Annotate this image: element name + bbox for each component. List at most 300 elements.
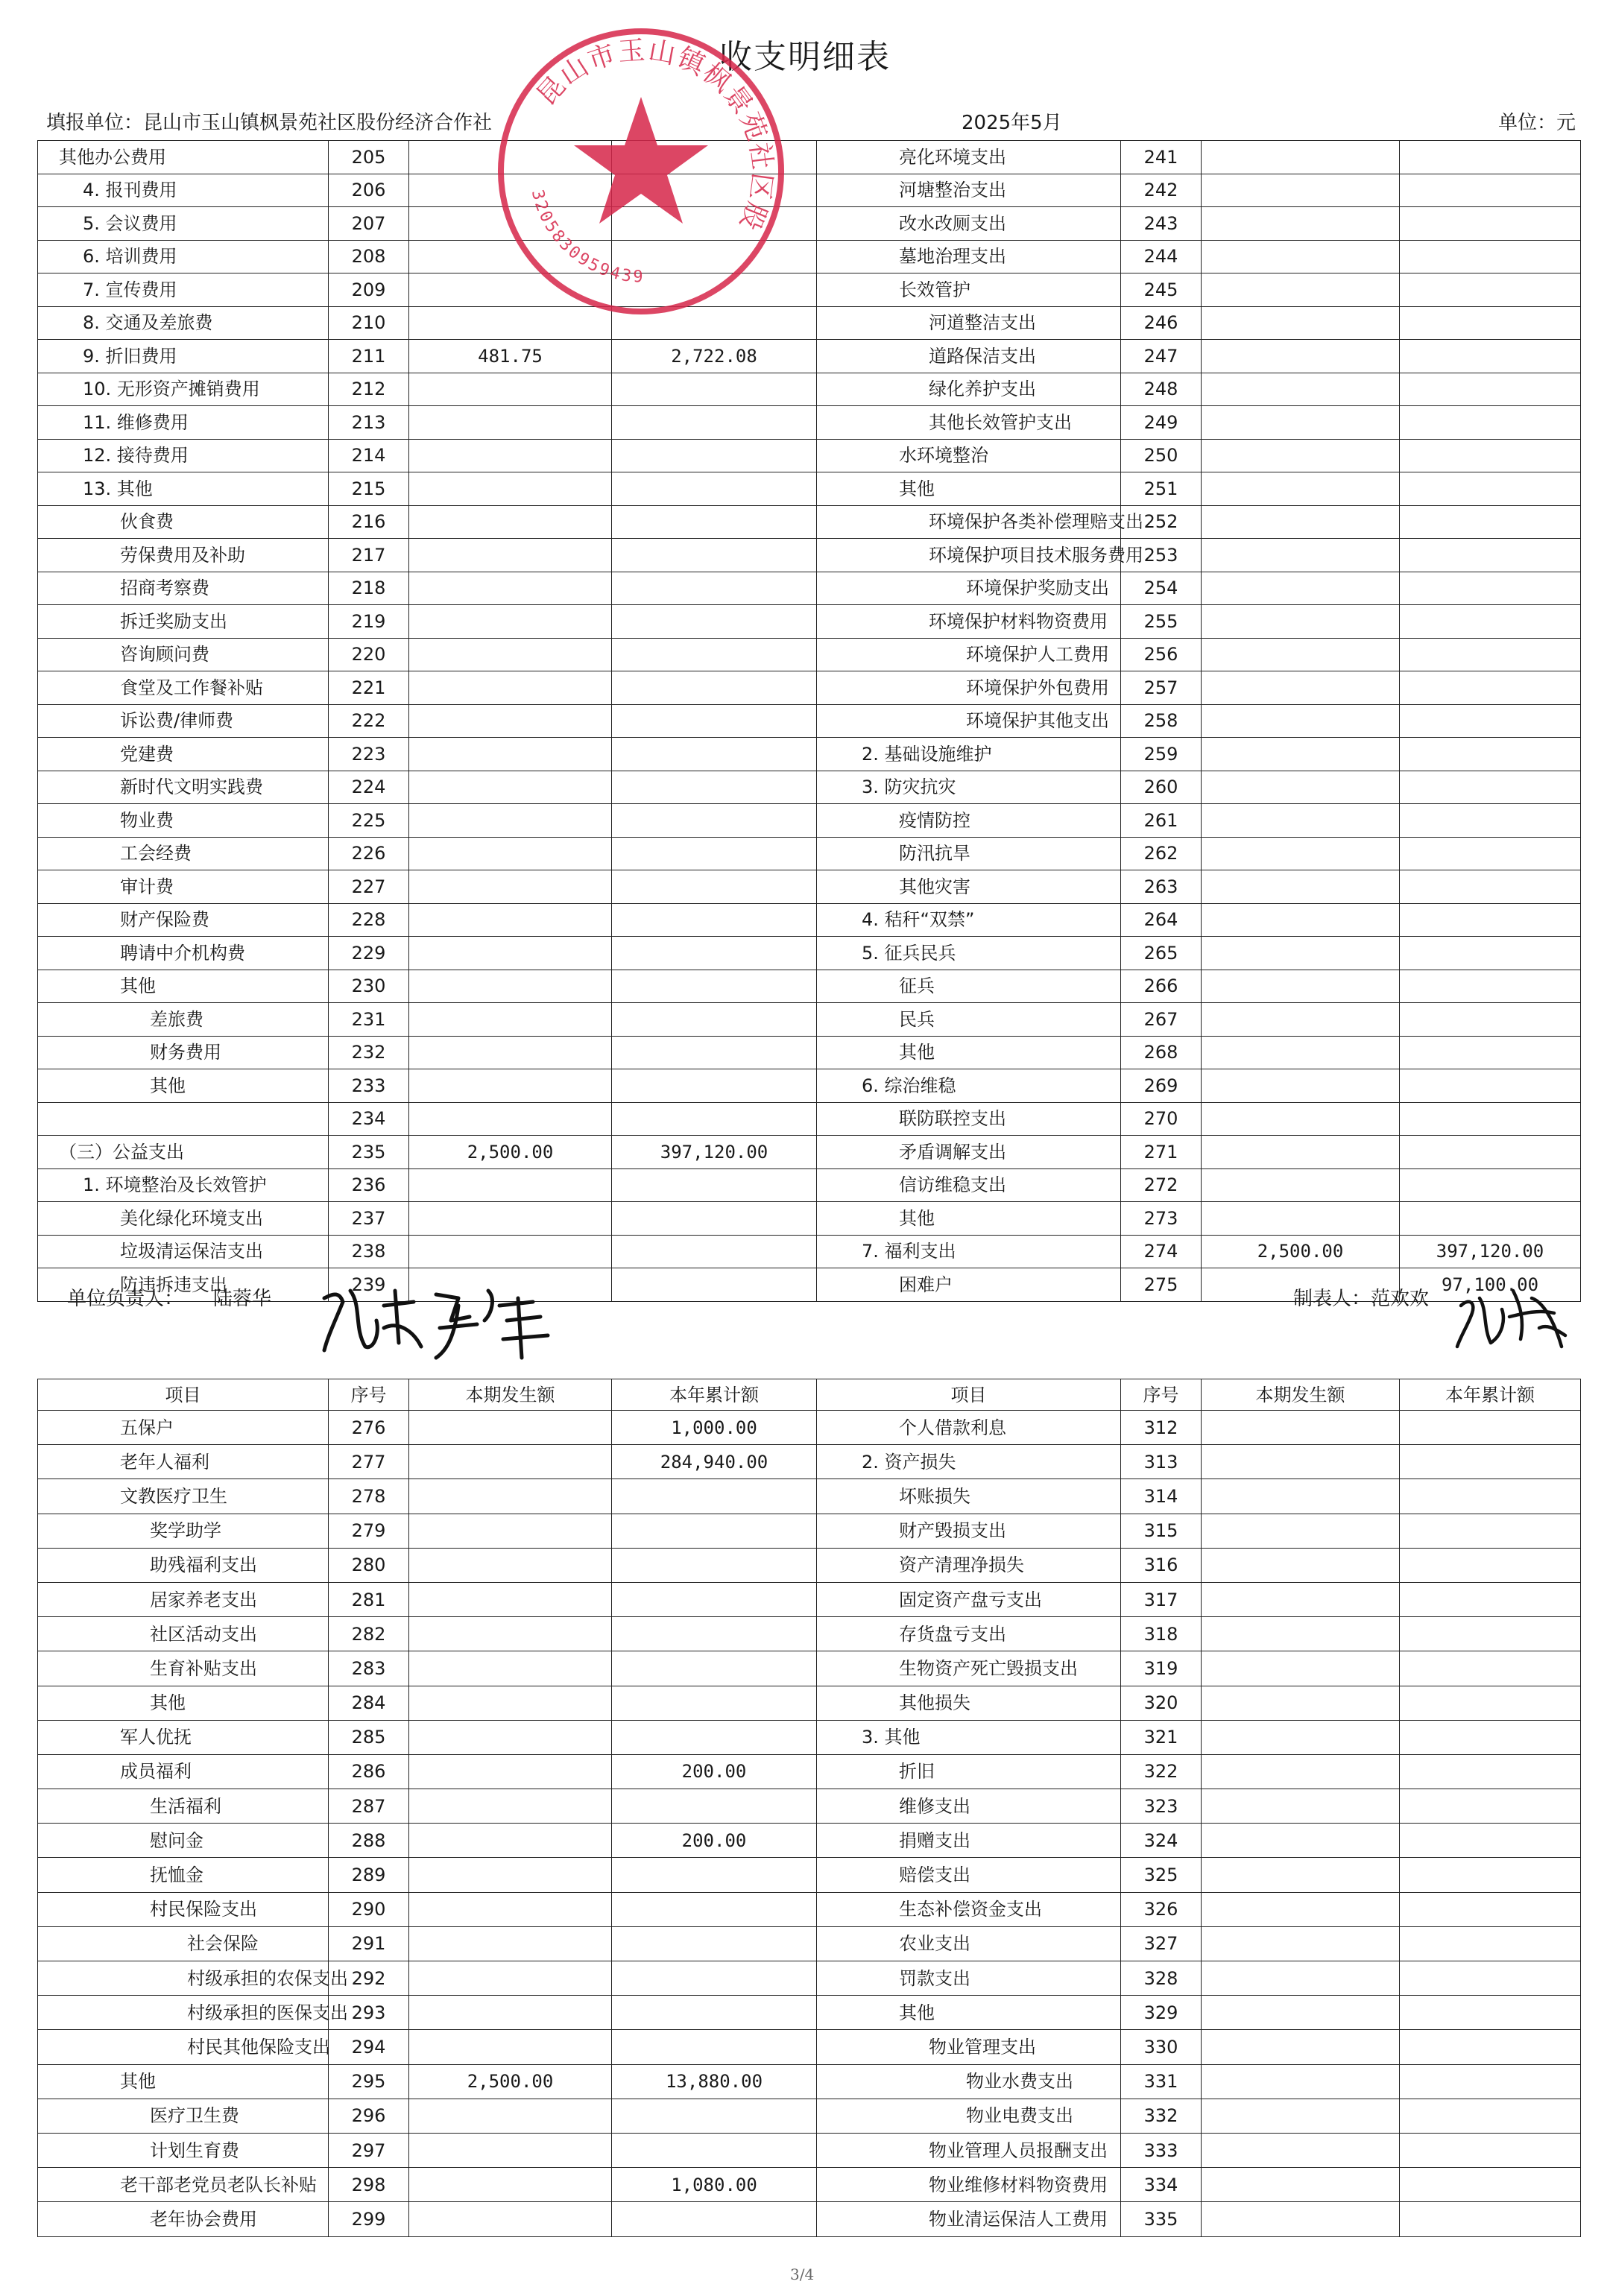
current-amount-left <box>409 1479 612 1514</box>
ytd-amount-right <box>1400 2030 1581 2064</box>
ytd-amount-right <box>1400 1168 1581 1202</box>
ytd-amount-right <box>1400 207 1581 241</box>
table-row <box>38 174 1581 207</box>
ytd-amount-right <box>1400 671 1581 705</box>
item-right: 5. 征兵民兵 <box>817 937 1121 970</box>
col-header: 项目 <box>38 1379 329 1411</box>
current-amount-right <box>1202 1069 1400 1103</box>
preparer-signature <box>1450 1276 1576 1358</box>
item-right: 固定资产盘亏支出 <box>817 1582 1121 1616</box>
table-row <box>38 240 1581 273</box>
seq-left: 294 <box>329 2030 409 2064</box>
item-right: 物业管理支出 <box>817 2030 1121 2064</box>
current-amount-right <box>1202 605 1400 639</box>
ytd-amount-right <box>1400 373 1581 406</box>
seq-right: 313 <box>1121 1445 1202 1479</box>
current-amount-right <box>1202 240 1400 273</box>
ytd-amount-right <box>1400 1617 1581 1651</box>
item-left: 拆迁奖励支出 <box>38 605 329 639</box>
item-left <box>38 1102 329 1136</box>
seq-right: 246 <box>1121 306 1202 340</box>
item-left: 党建费 <box>38 738 329 771</box>
table-row <box>38 539 1581 572</box>
item-left: 居家养老支出 <box>38 1582 329 1616</box>
seq-right: 261 <box>1121 804 1202 838</box>
item-right: 2. 资产损失 <box>817 1445 1121 1479</box>
table-row <box>38 1892 1581 1926</box>
seq-right: 273 <box>1121 1202 1202 1236</box>
current-amount-left <box>409 1858 612 1892</box>
item-left: 4. 报刊费用 <box>38 174 329 207</box>
current-amount-left <box>409 1754 612 1789</box>
item-right: 其他灾害 <box>817 870 1121 904</box>
table-row <box>38 1003 1581 1037</box>
seq-right: 314 <box>1121 1479 1202 1514</box>
ytd-amount-left <box>612 1202 817 1236</box>
seq-right: 331 <box>1121 2064 1202 2099</box>
item-left: 食堂及工作餐补贴 <box>38 671 329 705</box>
ytd-amount-right <box>1400 903 1581 937</box>
current-amount-left <box>409 1926 612 1961</box>
seq-right: 324 <box>1121 1824 1202 1858</box>
seq-left: 277 <box>329 1445 409 1479</box>
seq-left: 231 <box>329 1003 409 1037</box>
item-right: 其他损失 <box>817 1686 1121 1720</box>
ytd-amount-left <box>612 1651 817 1686</box>
current-amount-right <box>1202 1651 1400 1686</box>
ytd-amount-right <box>1400 1892 1581 1926</box>
seq-left: 286 <box>329 1754 409 1789</box>
ytd-amount-left <box>612 704 817 738</box>
report-period: 2025年5月 <box>962 112 1062 134</box>
ytd-amount-right <box>1400 1548 1581 1582</box>
item-right: 环境保护其他支出 <box>817 704 1121 738</box>
item-right: 赔偿支出 <box>817 1858 1121 1892</box>
item-left: 垃圾清运保洁支出 <box>38 1235 329 1268</box>
seq-right: 330 <box>1121 2030 1202 2064</box>
table-row <box>38 671 1581 705</box>
current-amount-right <box>1202 2099 1400 2133</box>
current-amount-left: 2,500.00 <box>409 2064 612 2099</box>
seq-left: 276 <box>329 1411 409 1445</box>
ytd-amount-left <box>612 2099 817 2133</box>
current-amount-left <box>409 2133 612 2167</box>
current-amount-right <box>1202 373 1400 406</box>
current-amount-left <box>409 970 612 1003</box>
table-row <box>38 1514 1581 1548</box>
ytd-amount-left <box>612 605 817 639</box>
current-amount-right <box>1202 1754 1400 1789</box>
seq-left: 292 <box>329 1961 409 1996</box>
ytd-amount-left: 397,120.00 <box>612 1136 817 1169</box>
seq-right: 319 <box>1121 1651 1202 1686</box>
seq-right: 317 <box>1121 1582 1202 1616</box>
preparer-label: 制表人： <box>1293 1288 1371 1310</box>
item-right: 财产毁损支出 <box>817 1514 1121 1548</box>
item-left: 老年协会费用 <box>38 2202 329 2236</box>
seq-left: 288 <box>329 1824 409 1858</box>
seq-right: 245 <box>1121 273 1202 307</box>
seq-right: 274 <box>1121 1235 1202 1268</box>
ytd-amount-left <box>612 638 817 671</box>
current-amount-right <box>1202 1003 1400 1037</box>
ytd-amount-right <box>1400 937 1581 970</box>
seq-right: 332 <box>1121 2099 1202 2133</box>
ytd-amount-left <box>612 439 817 472</box>
current-amount-left <box>409 1202 612 1236</box>
item-right: 3. 其他 <box>817 1720 1121 1754</box>
ytd-amount-left <box>612 1686 817 1720</box>
item-left: 劳保费用及补助 <box>38 539 329 572</box>
item-left: 伙食费 <box>38 505 329 539</box>
item-right: 3. 防灾抗灾 <box>817 771 1121 804</box>
seal-code: 3205830959439 <box>527 188 645 287</box>
table-row <box>38 273 1581 307</box>
seq-left: 208 <box>329 240 409 273</box>
table-row <box>38 1858 1581 1892</box>
current-amount-left <box>409 439 612 472</box>
item-right: 信访维稳支出 <box>817 1168 1121 1202</box>
seq-right: 267 <box>1121 1003 1202 1037</box>
seq-right: 334 <box>1121 2168 1202 2202</box>
seq-left: 299 <box>329 2202 409 2236</box>
seq-left: 278 <box>329 1479 409 1514</box>
seq-left: 220 <box>329 638 409 671</box>
item-left: 11. 维修费用 <box>38 406 329 440</box>
current-amount-right <box>1202 1514 1400 1548</box>
table-row <box>38 2064 1581 2099</box>
ytd-amount-left: 13,880.00 <box>612 2064 817 2099</box>
seq-right: 252 <box>1121 505 1202 539</box>
seq-left: 227 <box>329 870 409 904</box>
ytd-amount-left: 200.00 <box>612 1754 817 1789</box>
ytd-amount-left <box>612 572 817 605</box>
ytd-amount-right <box>1400 572 1581 605</box>
current-amount-left <box>409 1411 612 1445</box>
item-right: 改水改厕支出 <box>817 207 1121 241</box>
item-right: 4. 秸秆“双禁” <box>817 903 1121 937</box>
seq-left: 207 <box>329 207 409 241</box>
col-header: 序号 <box>1121 1379 1202 1411</box>
seq-left: 228 <box>329 903 409 937</box>
item-left: 差旅费 <box>38 1003 329 1037</box>
current-amount-left <box>409 771 612 804</box>
current-amount-right <box>1202 572 1400 605</box>
table-row <box>38 1202 1581 1236</box>
item-left: 奖学助学 <box>38 1514 329 1548</box>
current-amount-right <box>1202 671 1400 705</box>
ytd-amount-left <box>612 1926 817 1961</box>
item-left: 其他办公费用 <box>38 141 329 174</box>
current-amount-right <box>1202 1479 1400 1514</box>
table-row <box>38 340 1581 373</box>
item-right: 6. 综治维稳 <box>817 1069 1121 1103</box>
item-right: 捐赠支出 <box>817 1824 1121 1858</box>
item-left: 12. 接待费用 <box>38 439 329 472</box>
current-amount-left <box>409 738 612 771</box>
ytd-amount-left <box>612 539 817 572</box>
table-row <box>38 1961 1581 1996</box>
current-amount-right <box>1202 174 1400 207</box>
current-amount-left <box>409 804 612 838</box>
current-amount-right <box>1202 1686 1400 1720</box>
ytd-amount-left <box>612 970 817 1003</box>
current-amount-left <box>409 1824 612 1858</box>
responsible-signature <box>309 1276 570 1365</box>
item-left: 诉讼费/律师费 <box>38 704 329 738</box>
current-amount-right <box>1202 1136 1400 1169</box>
current-amount-left <box>409 1720 612 1754</box>
ytd-amount-left <box>612 1235 817 1268</box>
current-amount-right <box>1202 340 1400 373</box>
ytd-amount-left <box>612 472 817 506</box>
seq-left: 223 <box>329 738 409 771</box>
current-amount-right <box>1202 1411 1400 1445</box>
table-row <box>38 2030 1581 2064</box>
item-right: 其他 <box>817 472 1121 506</box>
ytd-amount-right <box>1400 638 1581 671</box>
current-amount-right <box>1202 704 1400 738</box>
current-amount-left <box>409 605 612 639</box>
seq-right: 275 <box>1121 1268 1202 1302</box>
seq-right: 269 <box>1121 1069 1202 1103</box>
seq-left: 291 <box>329 1926 409 1961</box>
table-row <box>38 373 1581 406</box>
item-left: 村民其他保险支出 <box>38 2030 329 2064</box>
item-left: 13. 其他 <box>38 472 329 506</box>
seq-left: 205 <box>329 141 409 174</box>
ytd-amount-left: 1,000.00 <box>612 1411 817 1445</box>
ytd-amount-right <box>1400 306 1581 340</box>
ytd-amount-right <box>1400 1789 1581 1824</box>
current-amount-left <box>409 505 612 539</box>
item-left: 村级承担的医保支出 <box>38 1996 329 2030</box>
seq-left: 216 <box>329 505 409 539</box>
ytd-amount-right: 397,120.00 <box>1400 1235 1581 1268</box>
table-row <box>38 704 1581 738</box>
item-right: 物业管理人员报酬支出 <box>817 2133 1121 2167</box>
ytd-amount-right <box>1400 406 1581 440</box>
seq-right: 248 <box>1121 373 1202 406</box>
item-left: 成员福利 <box>38 1754 329 1789</box>
table-row <box>38 1926 1581 1961</box>
ytd-amount-left <box>612 2202 817 2236</box>
item-right: 生态补偿资金支出 <box>817 1892 1121 1926</box>
current-amount-right <box>1202 1720 1400 1754</box>
ytd-amount-left <box>612 1036 817 1069</box>
table-row <box>38 837 1581 870</box>
seq-right: 315 <box>1121 1514 1202 1548</box>
ytd-amount-left <box>612 1548 817 1582</box>
item-left: 老干部老党员老队长补贴 <box>38 2168 329 2202</box>
item-right: 环境保护材料物资费用 <box>817 605 1121 639</box>
seq-right: 257 <box>1121 671 1202 705</box>
table-row <box>38 1996 1581 2030</box>
ytd-amount-right <box>1400 771 1581 804</box>
col-header: 序号 <box>329 1379 409 1411</box>
current-amount-right <box>1202 1858 1400 1892</box>
current-amount-right <box>1202 306 1400 340</box>
current-amount-left <box>409 1892 612 1926</box>
seq-right: 329 <box>1121 1996 1202 2030</box>
current-amount-right <box>1202 903 1400 937</box>
ytd-amount-right <box>1400 1686 1581 1720</box>
ytd-amount-right <box>1400 174 1581 207</box>
ytd-amount-right <box>1400 1411 1581 1445</box>
table-row <box>38 1102 1581 1136</box>
ytd-amount-right <box>1400 2202 1581 2236</box>
ytd-amount-left <box>612 1268 817 1302</box>
seq-left: 218 <box>329 572 409 605</box>
item-left: 文教医疗卫生 <box>38 1479 329 1514</box>
current-amount-right <box>1202 505 1400 539</box>
ytd-amount-left <box>612 2030 817 2064</box>
table-row <box>38 2202 1581 2236</box>
item-right: 困难户 <box>817 1268 1121 1302</box>
current-amount-right: 2,500.00 <box>1202 1235 1400 1268</box>
table-row <box>38 638 1581 671</box>
current-amount-left <box>409 1003 612 1037</box>
current-amount-right <box>1202 1961 1400 1996</box>
item-left: 美化绿化环境支出 <box>38 1202 329 1236</box>
table-row <box>38 472 1581 506</box>
ytd-amount-left <box>612 937 817 970</box>
current-amount-left <box>409 2030 612 2064</box>
table-row <box>38 1235 1581 1268</box>
item-left: 新时代文明实践费 <box>38 771 329 804</box>
item-right: 资产清理净损失 <box>817 1548 1121 1582</box>
seq-left: 219 <box>329 605 409 639</box>
ytd-amount-left <box>612 1514 817 1548</box>
ytd-amount-right <box>1400 605 1581 639</box>
seq-left: 211 <box>329 340 409 373</box>
item-left: 工会经费 <box>38 837 329 870</box>
seq-left: 281 <box>329 1582 409 1616</box>
ytd-amount-left: 2,722.08 <box>612 340 817 373</box>
item-left: 计划生育费 <box>38 2133 329 2167</box>
table-row <box>38 1789 1581 1824</box>
ytd-amount-left <box>612 1069 817 1103</box>
current-amount-left <box>409 870 612 904</box>
ytd-amount-left <box>612 1582 817 1616</box>
ytd-amount-right <box>1400 2133 1581 2167</box>
preparer-name: 范欢欢 <box>1371 1288 1430 1310</box>
ytd-amount-right <box>1400 2099 1581 2133</box>
ytd-amount-right: 97,100.00 <box>1400 1268 1581 1302</box>
table-row <box>38 1548 1581 1582</box>
ytd-amount-right <box>1400 1996 1581 2030</box>
ytd-amount-right <box>1400 1479 1581 1514</box>
ytd-amount-right <box>1400 1858 1581 1892</box>
seq-right: 327 <box>1121 1926 1202 1961</box>
ytd-amount-left: 284,940.00 <box>612 1445 817 1479</box>
ytd-amount-left <box>612 1858 817 1892</box>
item-right: 疫情防控 <box>817 804 1121 838</box>
ytd-amount-left <box>612 505 817 539</box>
item-right: 农业支出 <box>817 1926 1121 1961</box>
table-row <box>38 937 1581 970</box>
seal-star-icon <box>574 97 708 224</box>
item-right: 矛盾调解支出 <box>817 1136 1121 1169</box>
responsible-person <box>67 1283 271 1311</box>
seq-right: 264 <box>1121 903 1202 937</box>
ytd-amount-right <box>1400 704 1581 738</box>
current-amount-right <box>1202 1202 1400 1236</box>
seq-right: 321 <box>1121 1720 1202 1754</box>
ytd-amount-right <box>1400 1720 1581 1754</box>
col-header: 项目 <box>817 1379 1121 1411</box>
reporting-unit: 填报单位：昆山市玉山镇枫景苑社区股份经济合作社 <box>46 112 493 134</box>
seq-left: 214 <box>329 439 409 472</box>
current-amount-right <box>1202 141 1400 174</box>
item-left: 社区活动支出 <box>38 1617 329 1651</box>
current-amount-right <box>1202 207 1400 241</box>
item-right: 亮化环境支出 <box>817 141 1121 174</box>
item-left: 审计费 <box>38 870 329 904</box>
ytd-amount-left <box>612 1617 817 1651</box>
ytd-amount-right <box>1400 970 1581 1003</box>
seq-left: 234 <box>329 1102 409 1136</box>
item-right: 物业清运保洁人工费用 <box>817 2202 1121 2236</box>
current-amount-right <box>1202 837 1400 870</box>
seq-left: 233 <box>329 1069 409 1103</box>
current-amount-left <box>409 1235 612 1268</box>
table-row <box>38 1651 1581 1686</box>
table-row <box>38 1617 1581 1651</box>
current-amount-left <box>409 638 612 671</box>
current-amount-right <box>1202 439 1400 472</box>
current-amount-right <box>1202 2030 1400 2064</box>
page-number: 3/4 <box>790 2265 815 2283</box>
item-left: 五保户 <box>38 1411 329 1445</box>
item-right: 环境保护各类补偿理赔支出 <box>817 505 1121 539</box>
ytd-amount-right <box>1400 472 1581 506</box>
seq-left: 237 <box>329 1202 409 1236</box>
item-left: 村级承担的农保支出 <box>38 1961 329 1996</box>
seq-right: 250 <box>1121 439 1202 472</box>
seq-right: 271 <box>1121 1136 1202 1169</box>
ytd-amount-left <box>612 373 817 406</box>
table-row <box>38 1411 1581 1445</box>
current-amount-right <box>1202 1996 1400 2030</box>
ytd-amount-left <box>612 1996 817 2030</box>
seq-right: 318 <box>1121 1617 1202 1651</box>
current-amount-right <box>1202 1824 1400 1858</box>
current-amount-right <box>1202 2168 1400 2202</box>
current-amount-left <box>409 373 612 406</box>
item-right: 征兵 <box>817 970 1121 1003</box>
current-amount-left <box>409 937 612 970</box>
item-right: 环境保护人工费用 <box>817 638 1121 671</box>
col-header: 本期发生额 <box>409 1379 612 1411</box>
currency-unit: 单位：元 <box>1498 112 1576 134</box>
current-amount-right <box>1202 406 1400 440</box>
item-left: 防违拆违支出 <box>38 1268 329 1302</box>
ytd-amount-left <box>612 1003 817 1037</box>
item-right: 环境保护奖励支出 <box>817 572 1121 605</box>
seq-left: 235 <box>329 1136 409 1169</box>
ytd-amount-right <box>1400 539 1581 572</box>
table-row <box>38 1136 1581 1169</box>
item-left: 社会保险 <box>38 1926 329 1961</box>
table-row <box>38 439 1581 472</box>
current-amount-left <box>409 1168 612 1202</box>
current-amount-left <box>409 1036 612 1069</box>
item-right: 河道整洁支出 <box>817 306 1121 340</box>
table-row <box>38 406 1581 440</box>
seq-right: 242 <box>1121 174 1202 207</box>
current-amount-right <box>1202 771 1400 804</box>
